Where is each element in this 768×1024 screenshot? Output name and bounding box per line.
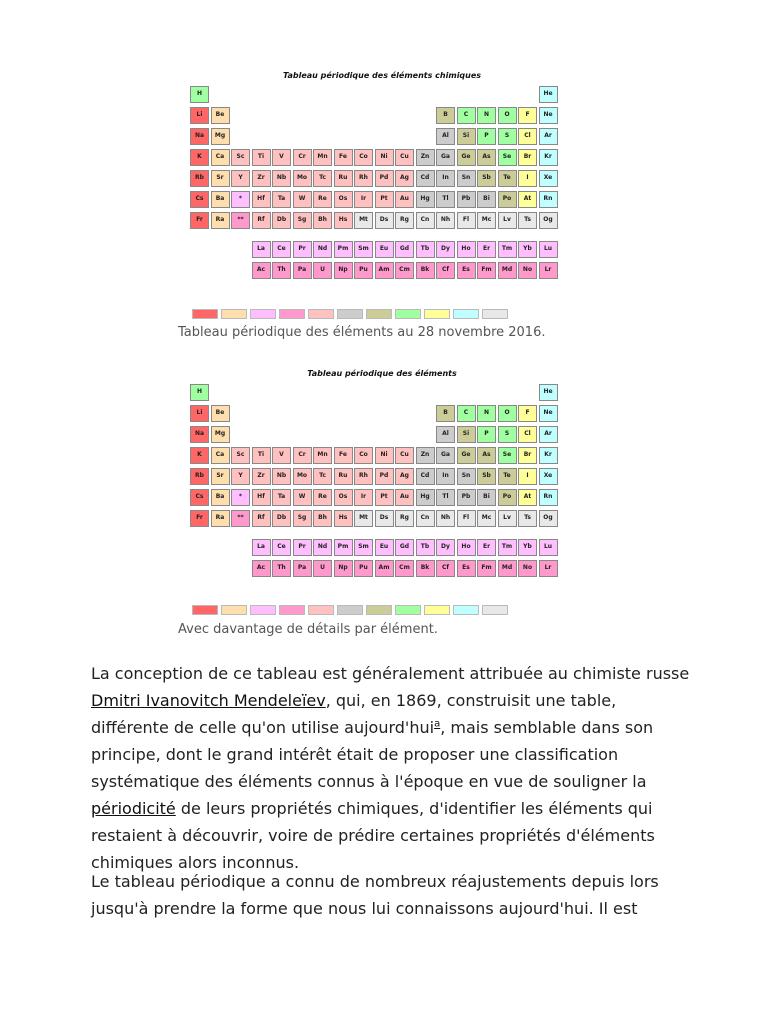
element-cell-series: * — [231, 489, 250, 506]
element-cell-Nh: Nh — [436, 212, 455, 229]
element-cell-Er: Er — [477, 241, 496, 258]
element-cell-Ts: Ts — [518, 212, 537, 229]
element-cell-Rh: Rh — [354, 468, 373, 485]
element-cell-O: O — [498, 405, 517, 422]
body-paragraph — [91, 660, 691, 876]
element-cell-Ra: Ra — [211, 510, 230, 527]
element-cell-Ir: Ir — [354, 489, 373, 506]
element-cell-Si: Si — [457, 128, 476, 145]
element-cell-Gd: Gd — [395, 241, 414, 258]
element-cell-Hg: Hg — [416, 191, 435, 208]
link-periodicite[interactable]: périodicité — [91, 799, 176, 818]
element-cell-Y: Y — [231, 170, 250, 187]
element-cell-Ge: Ge — [457, 149, 476, 166]
element-cell-Ca: Ca — [211, 447, 230, 464]
element-cell-Sc: Sc — [231, 447, 250, 464]
element-cell-Fm: Fm — [477, 560, 496, 577]
element-cell-Zr: Zr — [252, 170, 271, 187]
element-cell-Bi: Bi — [477, 191, 496, 208]
element-cell-He: He — [539, 384, 558, 401]
element-cell-Am: Am — [375, 560, 394, 577]
element-cell-Fe: Fe — [334, 149, 353, 166]
element-cell-F: F — [518, 107, 537, 124]
element-cell-S: S — [498, 426, 517, 443]
element-cell-Cd: Cd — [416, 170, 435, 187]
element-cell-At: At — [518, 489, 537, 506]
element-cell-Tc: Tc — [313, 170, 332, 187]
element-cell-Ne: Ne — [539, 107, 558, 124]
element-cell-Ta: Ta — [272, 489, 291, 506]
element-cell-Sb: Sb — [477, 468, 496, 485]
element-cell-Rg: Rg — [395, 510, 414, 527]
element-cell-Hs: Hs — [334, 510, 353, 527]
element-cell-Cf: Cf — [436, 262, 455, 279]
element-cell-Ce: Ce — [272, 539, 291, 556]
element-cell-Po: Po — [498, 489, 517, 506]
element-cell-Na: Na — [190, 128, 209, 145]
element-cell-Ru: Ru — [334, 170, 353, 187]
element-cell-Os: Os — [334, 489, 353, 506]
element-cell-Au: Au — [395, 489, 414, 506]
element-cell-Co: Co — [354, 447, 373, 464]
element-cell-Pu: Pu — [354, 560, 373, 577]
element-cell-Po: Po — [498, 191, 517, 208]
element-cell-Pu: Pu — [354, 262, 373, 279]
element-cell-As: As — [477, 149, 496, 166]
element-cell-Lv: Lv — [498, 510, 517, 527]
element-cell-Md: Md — [498, 262, 517, 279]
legend-swatch-alkaline — [221, 309, 247, 319]
element-cell-Dy: Dy — [436, 539, 455, 556]
element-cell-Cl: Cl — [518, 128, 537, 145]
element-cell-Dy: Dy — [436, 241, 455, 258]
element-cell-Pt: Pt — [375, 489, 394, 506]
element-cell-Xe: Xe — [539, 468, 558, 485]
element-cell-Rb: Rb — [190, 170, 209, 187]
element-cell-Bk: Bk — [416, 262, 435, 279]
legend-swatch-actinide — [279, 605, 305, 615]
legend-swatch-lanthanide — [250, 309, 276, 319]
element-cell-Sm: Sm — [354, 539, 373, 556]
paragraph-text: , mais semblable dans son principe, dont le grand intérêt était de proposer une classification systématique des éléments connus à l'époque en vue de souligner la — [91, 718, 654, 791]
element-cell-Pm: Pm — [334, 539, 353, 556]
element-cell-Ga: Ga — [436, 149, 455, 166]
element-cell-Np: Np — [334, 262, 353, 279]
element-cell-Cs: Cs — [190, 191, 209, 208]
element-cell-N: N — [477, 405, 496, 422]
element-cell-Pr: Pr — [293, 539, 312, 556]
element-cell-K: K — [190, 149, 209, 166]
element-cell-Sr: Sr — [211, 468, 230, 485]
element-cell-B: B — [436, 107, 455, 124]
element-cell-H: H — [190, 384, 209, 401]
legend-swatch-halogen — [424, 309, 450, 319]
element-cell-Al: Al — [436, 426, 455, 443]
element-cell-Hf: Hf — [252, 191, 271, 208]
element-cell-Ag: Ag — [395, 170, 414, 187]
legend-swatch-alkali — [192, 605, 218, 615]
element-cell-Mo: Mo — [293, 468, 312, 485]
paragraph-text: de leurs propriétés chimiques, d'identifier les éléments qui restaient à découvrir, voire de prédire certaines propriétés d'éléments chimiques alors inconnus. — [91, 799, 655, 872]
element-cell-Sg: Sg — [293, 212, 312, 229]
element-cell-Tc: Tc — [313, 468, 332, 485]
element-cell-Og: Og — [539, 212, 558, 229]
element-cell-B: B — [436, 405, 455, 422]
legend-swatch-alkaline — [221, 605, 247, 615]
element-cell-K: K — [190, 447, 209, 464]
element-cell-Rn: Rn — [539, 489, 558, 506]
element-cell-Tl: Tl — [436, 191, 455, 208]
element-cell-Th: Th — [272, 262, 291, 279]
legend-swatch-actinide — [279, 309, 305, 319]
element-cell-Ho: Ho — [457, 539, 476, 556]
legend-swatch-noble — [453, 309, 479, 319]
element-cell-Na: Na — [190, 426, 209, 443]
element-cell-Sn: Sn — [457, 468, 476, 485]
element-cell-He: He — [539, 86, 558, 103]
element-cell-V: V — [272, 149, 291, 166]
element-cell-Ra: Ra — [211, 212, 230, 229]
element-cell-Og: Og — [539, 510, 558, 527]
element-cell-Nb: Nb — [272, 468, 291, 485]
element-cell-Ne: Ne — [539, 405, 558, 422]
element-cell-Cr: Cr — [293, 447, 312, 464]
element-cell-series: * — [231, 191, 250, 208]
element-cell-Pa: Pa — [293, 560, 312, 577]
element-cell-O: O — [498, 107, 517, 124]
element-cell-Db: Db — [272, 212, 291, 229]
element-cell-Bk: Bk — [416, 560, 435, 577]
element-cell-Fe: Fe — [334, 447, 353, 464]
element-cell-Cf: Cf — [436, 560, 455, 577]
legend-swatch-metalloid — [366, 605, 392, 615]
element-cell-No: No — [518, 262, 537, 279]
element-cell-Tl: Tl — [436, 489, 455, 506]
element-cell-As: As — [477, 447, 496, 464]
legend-swatch-metalloid — [366, 309, 392, 319]
element-cell-Pt: Pt — [375, 191, 394, 208]
element-cell-Tm: Tm — [498, 241, 517, 258]
element-cell-Yb: Yb — [518, 241, 537, 258]
element-cell-Pb: Pb — [457, 489, 476, 506]
element-cell-Ni: Ni — [375, 447, 394, 464]
legend-swatch-transition — [308, 605, 334, 615]
element-cell-Rg: Rg — [395, 212, 414, 229]
element-cell-Mg: Mg — [211, 128, 230, 145]
element-cell-Zr: Zr — [252, 468, 271, 485]
element-cell-Cu: Cu — [395, 149, 414, 166]
element-cell-Ar: Ar — [539, 128, 558, 145]
legend-swatch-transition — [308, 309, 334, 319]
element-cell-Mn: Mn — [313, 149, 332, 166]
element-cell-Mn: Mn — [313, 447, 332, 464]
element-cell-seriesseries: ** — [231, 510, 250, 527]
element-cell-Pa: Pa — [293, 262, 312, 279]
legend-swatch-nonmetal — [395, 309, 421, 319]
element-cell-In: In — [436, 170, 455, 187]
element-cell-Cl: Cl — [518, 426, 537, 443]
element-cell-Kr: Kr — [539, 447, 558, 464]
link-mendeleiev[interactable]: Dmitri Ivanovitch Mendeleïev — [91, 691, 326, 710]
element-cell-Rf: Rf — [252, 212, 271, 229]
element-cell-Xe: Xe — [539, 170, 558, 187]
element-cell-Si: Si — [457, 426, 476, 443]
figure-title: Tableau périodique des éléments — [307, 369, 457, 378]
element-cell-N: N — [477, 107, 496, 124]
element-cell-Ca: Ca — [211, 149, 230, 166]
element-cell-Lu: Lu — [539, 241, 558, 258]
element-cell-Fr: Fr — [190, 510, 209, 527]
element-cell-seriesseries: ** — [231, 212, 250, 229]
element-cell-Fr: Fr — [190, 212, 209, 229]
element-cell-I: I — [518, 468, 537, 485]
element-cell-Cm: Cm — [395, 262, 414, 279]
element-cell-U: U — [313, 560, 332, 577]
element-cell-Os: Os — [334, 191, 353, 208]
element-cell-Br: Br — [518, 149, 537, 166]
element-cell-Pb: Pb — [457, 191, 476, 208]
element-cell-C: C — [457, 107, 476, 124]
element-cell-At: At — [518, 191, 537, 208]
element-cell-F: F — [518, 405, 537, 422]
element-cell-Lr: Lr — [539, 560, 558, 577]
element-cell-Gd: Gd — [395, 539, 414, 556]
element-cell-W: W — [293, 191, 312, 208]
element-cell-P: P — [477, 426, 496, 443]
element-cell-Ni: Ni — [375, 149, 394, 166]
element-cell-Fl: Fl — [457, 212, 476, 229]
element-cell-Bh: Bh — [313, 510, 332, 527]
element-cell-Fm: Fm — [477, 262, 496, 279]
legend-swatch-nonmetal — [395, 605, 421, 615]
element-cell-Pd: Pd — [375, 170, 394, 187]
element-cell-Rh: Rh — [354, 170, 373, 187]
element-cell-Bh: Bh — [313, 212, 332, 229]
element-cell-Sb: Sb — [477, 170, 496, 187]
element-cell-Sm: Sm — [354, 241, 373, 258]
element-cell-Mc: Mc — [477, 212, 496, 229]
element-cell-S: S — [498, 128, 517, 145]
element-cell-Mo: Mo — [293, 170, 312, 187]
legend-swatch-halogen — [424, 605, 450, 615]
element-cell-Ga: Ga — [436, 447, 455, 464]
element-cell-Rf: Rf — [252, 510, 271, 527]
footnote-link[interactable]: a — [434, 718, 441, 730]
element-cell-Re: Re — [313, 191, 332, 208]
element-cell-Eu: Eu — [375, 539, 394, 556]
element-cell-Mt: Mt — [354, 510, 373, 527]
element-cell-Cr: Cr — [293, 149, 312, 166]
element-cell-Be: Be — [211, 107, 230, 124]
element-cell-Ta: Ta — [272, 191, 291, 208]
element-cell-Ts: Ts — [518, 510, 537, 527]
element-cell-Pr: Pr — [293, 241, 312, 258]
element-cell-Co: Co — [354, 149, 373, 166]
paragraph-text: , qui, en 1869, construisit une table, différente de celle qu'on utilise aujourd'hui — [91, 691, 617, 737]
element-cell-I: I — [518, 170, 537, 187]
element-cell-Nb: Nb — [272, 170, 291, 187]
element-cell-Mg: Mg — [211, 426, 230, 443]
element-cell-Sg: Sg — [293, 510, 312, 527]
element-cell-Yb: Yb — [518, 539, 537, 556]
element-cell-Zn: Zn — [416, 447, 435, 464]
element-cell-C: C — [457, 405, 476, 422]
element-cell-Hf: Hf — [252, 489, 271, 506]
element-cell-Ag: Ag — [395, 468, 414, 485]
element-cell-La: La — [252, 241, 271, 258]
element-cell-No: No — [518, 560, 537, 577]
element-cell-Te: Te — [498, 468, 517, 485]
element-cell-Rn: Rn — [539, 191, 558, 208]
element-cell-Nd: Nd — [313, 539, 332, 556]
element-cell-Pm: Pm — [334, 241, 353, 258]
element-cell-Cs: Cs — [190, 489, 209, 506]
periodic-table-figure-1[interactable] — [178, 68, 586, 318]
element-cell-In: In — [436, 468, 455, 485]
periodic-table-figure-2[interactable] — [178, 366, 586, 614]
element-cell-Tb: Tb — [416, 241, 435, 258]
legend-swatch-alkali — [192, 309, 218, 319]
element-cell-Es: Es — [457, 262, 476, 279]
element-cell-Th: Th — [272, 560, 291, 577]
element-cell-Se: Se — [498, 447, 517, 464]
element-cell-Ds: Ds — [375, 212, 394, 229]
legend-swatch-unknown — [482, 309, 508, 319]
element-cell-Ac: Ac — [252, 560, 271, 577]
element-cell-Ir: Ir — [354, 191, 373, 208]
element-cell-Am: Am — [375, 262, 394, 279]
element-cell-Ar: Ar — [539, 426, 558, 443]
element-cell-Ba: Ba — [211, 489, 230, 506]
element-cell-Mc: Mc — [477, 510, 496, 527]
element-cell-Lv: Lv — [498, 212, 517, 229]
element-cell-Hs: Hs — [334, 212, 353, 229]
legend — [192, 304, 580, 314]
element-cell-Ac: Ac — [252, 262, 271, 279]
element-cell-Ti: Ti — [252, 149, 271, 166]
legend-swatch-lanthanide — [250, 605, 276, 615]
element-cell-Al: Al — [436, 128, 455, 145]
element-cell-Pd: Pd — [375, 468, 394, 485]
paragraph-text: La conception de ce tableau est généralement attribuée au chimiste russe — [91, 664, 690, 683]
element-cell-Ti: Ti — [252, 447, 271, 464]
element-cell-Sc: Sc — [231, 149, 250, 166]
element-cell-Li: Li — [190, 107, 209, 124]
element-cell-Cn: Cn — [416, 212, 435, 229]
body-paragraph: Le tableau périodique a connu de nombreux réajustements depuis lors jusqu'à prendre la forme que nous lui connaissons aujourd'hui. Il est — [91, 872, 659, 918]
figure-caption: Tableau périodique des éléments au 28 novembre 2016. — [178, 325, 546, 340]
element-cell-W: W — [293, 489, 312, 506]
element-cell-Cu: Cu — [395, 447, 414, 464]
element-cell-V: V — [272, 447, 291, 464]
element-cell-Hg: Hg — [416, 489, 435, 506]
element-cell-Y: Y — [231, 468, 250, 485]
element-cell-Te: Te — [498, 170, 517, 187]
element-cell-Db: Db — [272, 510, 291, 527]
element-cell-H: H — [190, 86, 209, 103]
figure-title: Tableau périodique des éléments chimiques — [282, 71, 482, 80]
element-cell-Ce: Ce — [272, 241, 291, 258]
element-cell-Np: Np — [334, 560, 353, 577]
element-cell-Es: Es — [457, 560, 476, 577]
element-cell-Se: Se — [498, 149, 517, 166]
legend-swatch-post_transition — [337, 309, 363, 319]
element-cell-Li: Li — [190, 405, 209, 422]
element-cell-Kr: Kr — [539, 149, 558, 166]
legend-swatch-noble — [453, 605, 479, 615]
figure-caption: Avec davantage de détails par élément. — [178, 622, 438, 637]
element-cell-Rb: Rb — [190, 468, 209, 485]
element-cell-Re: Re — [313, 489, 332, 506]
element-cell-Tm: Tm — [498, 539, 517, 556]
legend — [192, 600, 580, 610]
element-cell-P: P — [477, 128, 496, 145]
legend-swatch-post_transition — [337, 605, 363, 615]
element-cell-Nh: Nh — [436, 510, 455, 527]
element-cell-Bi: Bi — [477, 489, 496, 506]
element-cell-Cd: Cd — [416, 468, 435, 485]
element-cell-Ho: Ho — [457, 241, 476, 258]
element-cell-Lu: Lu — [539, 539, 558, 556]
element-cell-Lr: Lr — [539, 262, 558, 279]
element-cell-La: La — [252, 539, 271, 556]
element-cell-Md: Md — [498, 560, 517, 577]
element-cell-Sr: Sr — [211, 170, 230, 187]
element-cell-Fl: Fl — [457, 510, 476, 527]
legend-swatch-unknown — [482, 605, 508, 615]
element-cell-Tb: Tb — [416, 539, 435, 556]
element-cell-Nd: Nd — [313, 241, 332, 258]
element-cell-Zn: Zn — [416, 149, 435, 166]
element-cell-Ru: Ru — [334, 468, 353, 485]
element-cell-Ba: Ba — [211, 191, 230, 208]
element-cell-Eu: Eu — [375, 241, 394, 258]
element-cell-Er: Er — [477, 539, 496, 556]
element-cell-Cm: Cm — [395, 560, 414, 577]
element-cell-Cn: Cn — [416, 510, 435, 527]
element-cell-Ds: Ds — [375, 510, 394, 527]
element-cell-Mt: Mt — [354, 212, 373, 229]
element-cell-Sn: Sn — [457, 170, 476, 187]
element-cell-Be: Be — [211, 405, 230, 422]
element-cell-Br: Br — [518, 447, 537, 464]
element-cell-Au: Au — [395, 191, 414, 208]
element-cell-U: U — [313, 262, 332, 279]
element-cell-Ge: Ge — [457, 447, 476, 464]
